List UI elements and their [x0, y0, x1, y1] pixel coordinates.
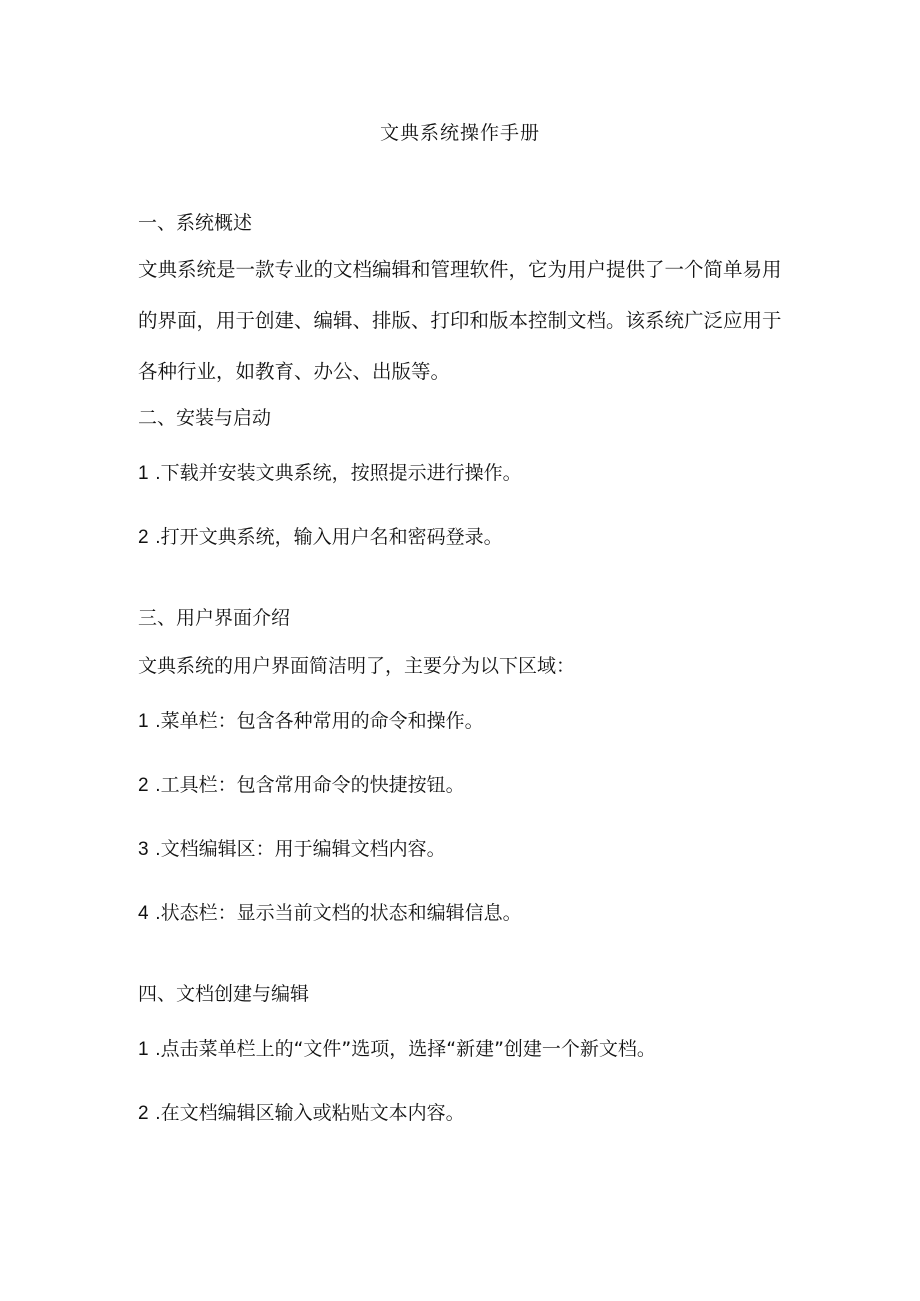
list-item [138, 770, 465, 797]
list-item-separator: . [150, 1103, 161, 1124]
list-item-number: 2 [138, 1103, 149, 1124]
section-heading-create-edit: 四、文档创建与编辑 [138, 983, 310, 1005]
list-item [138, 834, 446, 861]
list-item-separator: . [150, 839, 161, 860]
list-item-number: 1 [138, 711, 149, 732]
section-heading-overview: 一、系统概述 [138, 212, 253, 234]
list-item [138, 458, 522, 485]
list-item [138, 1034, 656, 1061]
list-item-text: 文档编辑区：用于编辑文档内容。 [160, 838, 446, 860]
list-item [138, 1098, 465, 1125]
list-item-separator: . [150, 1039, 161, 1060]
list-item-separator: . [150, 527, 161, 548]
section-heading-ui: 三、用户界面介绍 [138, 607, 291, 629]
list-item [138, 706, 484, 733]
list-item-number: 2 [138, 775, 149, 796]
list-item-number: 1 [138, 463, 149, 484]
document-title: 文典系统操作手册 [379, 122, 540, 144]
list-item-number: 1 [138, 1039, 149, 1060]
section-paragraph-overview: 文典系统是一款专业的文档编辑和管理软件，它为用户提供了一个简单易用的界面，用于创建、编辑、排版、打印和版本控制文档。该系统广泛应用于各种行业，如教育、办公、出版等。 [138, 258, 782, 383]
list-item-text: 点击菜单栏上的“文件”选项，选择“新建”创建一个新文档。 [160, 1038, 656, 1060]
list-item-number: 3 [138, 839, 149, 860]
list-item [138, 522, 503, 549]
list-item-text: 工具栏：包含常用命令的快捷按钮。 [160, 774, 465, 796]
list-item-separator: . [150, 903, 161, 924]
list-item-text: 菜单栏：包含各种常用的命令和操作。 [160, 710, 484, 732]
list-item [138, 898, 522, 925]
list-item-number: 2 [138, 527, 149, 548]
list-item-text: 在文档编辑区输入或粘贴文本内容。 [160, 1102, 465, 1124]
section-heading-install: 二、安装与启动 [138, 407, 272, 429]
list-item-separator: . [150, 775, 161, 796]
list-item-separator: . [150, 711, 161, 732]
list-item-text: 状态栏：显示当前文档的状态和编辑信息。 [160, 902, 522, 924]
list-item-separator: . [150, 463, 161, 484]
list-item-number: 4 [138, 903, 149, 924]
list-item-text: 打开文典系统，输入用户名和密码登录。 [160, 526, 503, 548]
list-item-text: 下载并安装文典系统，按照提示进行操作。 [160, 462, 522, 484]
section-paragraph-ui: 文典系统的用户界面简洁明了，主要分为以下区域： [138, 655, 576, 677]
